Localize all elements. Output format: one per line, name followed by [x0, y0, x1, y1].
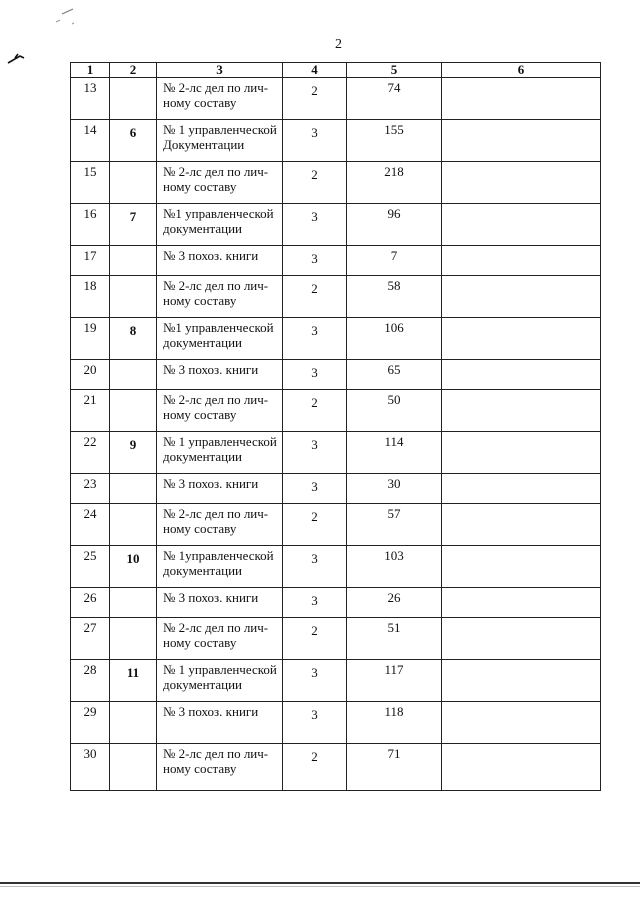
group-number [110, 276, 157, 318]
table-row [71, 318, 601, 360]
item-name: № 1управленческой документации [157, 546, 283, 588]
table-row [71, 276, 601, 318]
group-number [110, 618, 157, 660]
row-number: 25 [71, 546, 110, 588]
count-value: 51 [347, 618, 442, 660]
category-value: 3 [283, 246, 347, 276]
row-number: 16 [71, 204, 110, 246]
count-value: 65 [347, 360, 442, 390]
note-cell [442, 120, 601, 162]
category-value: 2 [283, 276, 347, 318]
item-name: №1 управленческой документации [157, 318, 283, 360]
page-edge [0, 882, 640, 884]
category-value: 3 [283, 588, 347, 618]
category-value: 3 [283, 660, 347, 702]
table-row [71, 162, 601, 204]
table-row [71, 744, 601, 791]
item-name: № 3 похоз. книги [157, 588, 283, 618]
row-number: 13 [71, 78, 110, 120]
category-value: 2 [283, 162, 347, 204]
table-row [71, 618, 601, 660]
count-value: 96 [347, 204, 442, 246]
category-value: 3 [283, 432, 347, 474]
group-number [110, 390, 157, 432]
note-cell [442, 78, 601, 120]
count-value: 71 [347, 744, 442, 791]
count-value: 118 [347, 702, 442, 744]
group-number [110, 360, 157, 390]
note-cell [442, 318, 601, 360]
item-name: № 3 похоз. книги [157, 360, 283, 390]
group-number: 11 [110, 660, 157, 702]
count-value: 114 [347, 432, 442, 474]
row-number: 17 [71, 246, 110, 276]
count-value: 7 [347, 246, 442, 276]
item-name: №1 управленческой документации [157, 204, 283, 246]
item-name: № 3 похоз. книги [157, 246, 283, 276]
note-cell [442, 504, 601, 546]
item-name: № 2-лс дел по лич-ному составу [157, 162, 283, 204]
row-number: 28 [71, 660, 110, 702]
header-row [71, 63, 601, 78]
category-value: 3 [283, 702, 347, 744]
table-row [71, 120, 601, 162]
row-number: 29 [71, 702, 110, 744]
item-name: № 1 управленческой Документации [157, 120, 283, 162]
note-cell [442, 162, 601, 204]
page-number: 2 [335, 37, 342, 52]
category-value: 3 [283, 546, 347, 588]
table-row [71, 360, 601, 390]
count-value: 30 [347, 474, 442, 504]
row-number: 20 [71, 360, 110, 390]
item-name: № 3 похоз. книги [157, 474, 283, 504]
page-edge-shadow [0, 886, 640, 887]
table-row [71, 204, 601, 246]
table-row [71, 504, 601, 546]
table-row [71, 702, 601, 744]
item-name: № 2-лс дел по лич-ному составу [157, 78, 283, 120]
item-name: № 3 похоз. книги [157, 702, 283, 744]
register-table [70, 62, 601, 791]
column-header: 5 [347, 63, 442, 78]
row-number: 30 [71, 744, 110, 791]
row-number: 21 [71, 390, 110, 432]
table-row [71, 546, 601, 588]
row-number: 26 [71, 588, 110, 618]
note-cell [442, 246, 601, 276]
note-cell [442, 702, 601, 744]
row-number: 22 [71, 432, 110, 474]
count-value: 74 [347, 78, 442, 120]
table-row [71, 432, 601, 474]
item-name: № 2-лс дел по лич-ному составу [157, 390, 283, 432]
group-number: 6 [110, 120, 157, 162]
count-value: 103 [347, 546, 442, 588]
row-number: 18 [71, 276, 110, 318]
note-cell [442, 432, 601, 474]
count-value: 155 [347, 120, 442, 162]
table-row [71, 390, 601, 432]
category-value: 2 [283, 744, 347, 791]
note-cell [442, 474, 601, 504]
row-number: 24 [71, 504, 110, 546]
item-name: № 2-лс дел по лич-ному составу [157, 276, 283, 318]
column-header: 6 [442, 63, 601, 78]
group-number: 10 [110, 546, 157, 588]
column-header: 1 [71, 63, 110, 78]
table-row [71, 474, 601, 504]
table-row [71, 588, 601, 618]
category-value: 3 [283, 204, 347, 246]
note-cell [442, 360, 601, 390]
group-number [110, 78, 157, 120]
table-row [71, 660, 601, 702]
group-number [110, 588, 157, 618]
note-cell [442, 276, 601, 318]
row-number: 19 [71, 318, 110, 360]
category-value: 2 [283, 504, 347, 546]
group-number [110, 702, 157, 744]
note-cell [442, 588, 601, 618]
group-number: 9 [110, 432, 157, 474]
category-value: 3 [283, 120, 347, 162]
row-number: 27 [71, 618, 110, 660]
category-value: 3 [283, 474, 347, 504]
category-value: 3 [283, 360, 347, 390]
category-value: 2 [283, 390, 347, 432]
group-number [110, 474, 157, 504]
count-value: 218 [347, 162, 442, 204]
note-cell [442, 390, 601, 432]
group-number [110, 162, 157, 204]
item-name: № 2-лс дел по лич-ному составу [157, 504, 283, 546]
group-number [110, 246, 157, 276]
note-cell [442, 204, 601, 246]
count-value: 58 [347, 276, 442, 318]
count-value: 50 [347, 390, 442, 432]
row-number: 14 [71, 120, 110, 162]
item-name: № 1 управленческой документации [157, 432, 283, 474]
note-cell [442, 618, 601, 660]
item-name: № 1 управленческой документации [157, 660, 283, 702]
column-header: 4 [283, 63, 347, 78]
note-cell [442, 744, 601, 791]
table-row [71, 78, 601, 120]
row-number: 23 [71, 474, 110, 504]
row-number: 15 [71, 162, 110, 204]
column-header: 3 [157, 63, 283, 78]
note-cell [442, 546, 601, 588]
count-value: 117 [347, 660, 442, 702]
group-number: 8 [110, 318, 157, 360]
item-name: № 2-лс дел по лич-ному составу [157, 744, 283, 791]
category-value: 2 [283, 78, 347, 120]
group-number [110, 744, 157, 791]
column-header: 2 [110, 63, 157, 78]
note-cell [442, 660, 601, 702]
category-value: 3 [283, 318, 347, 360]
count-value: 106 [347, 318, 442, 360]
count-value: 26 [347, 588, 442, 618]
category-value: 2 [283, 618, 347, 660]
group-number [110, 504, 157, 546]
count-value: 57 [347, 504, 442, 546]
item-name: № 2-лс дел по лич-ному составу [157, 618, 283, 660]
group-number: 7 [110, 204, 157, 246]
table-row [71, 246, 601, 276]
